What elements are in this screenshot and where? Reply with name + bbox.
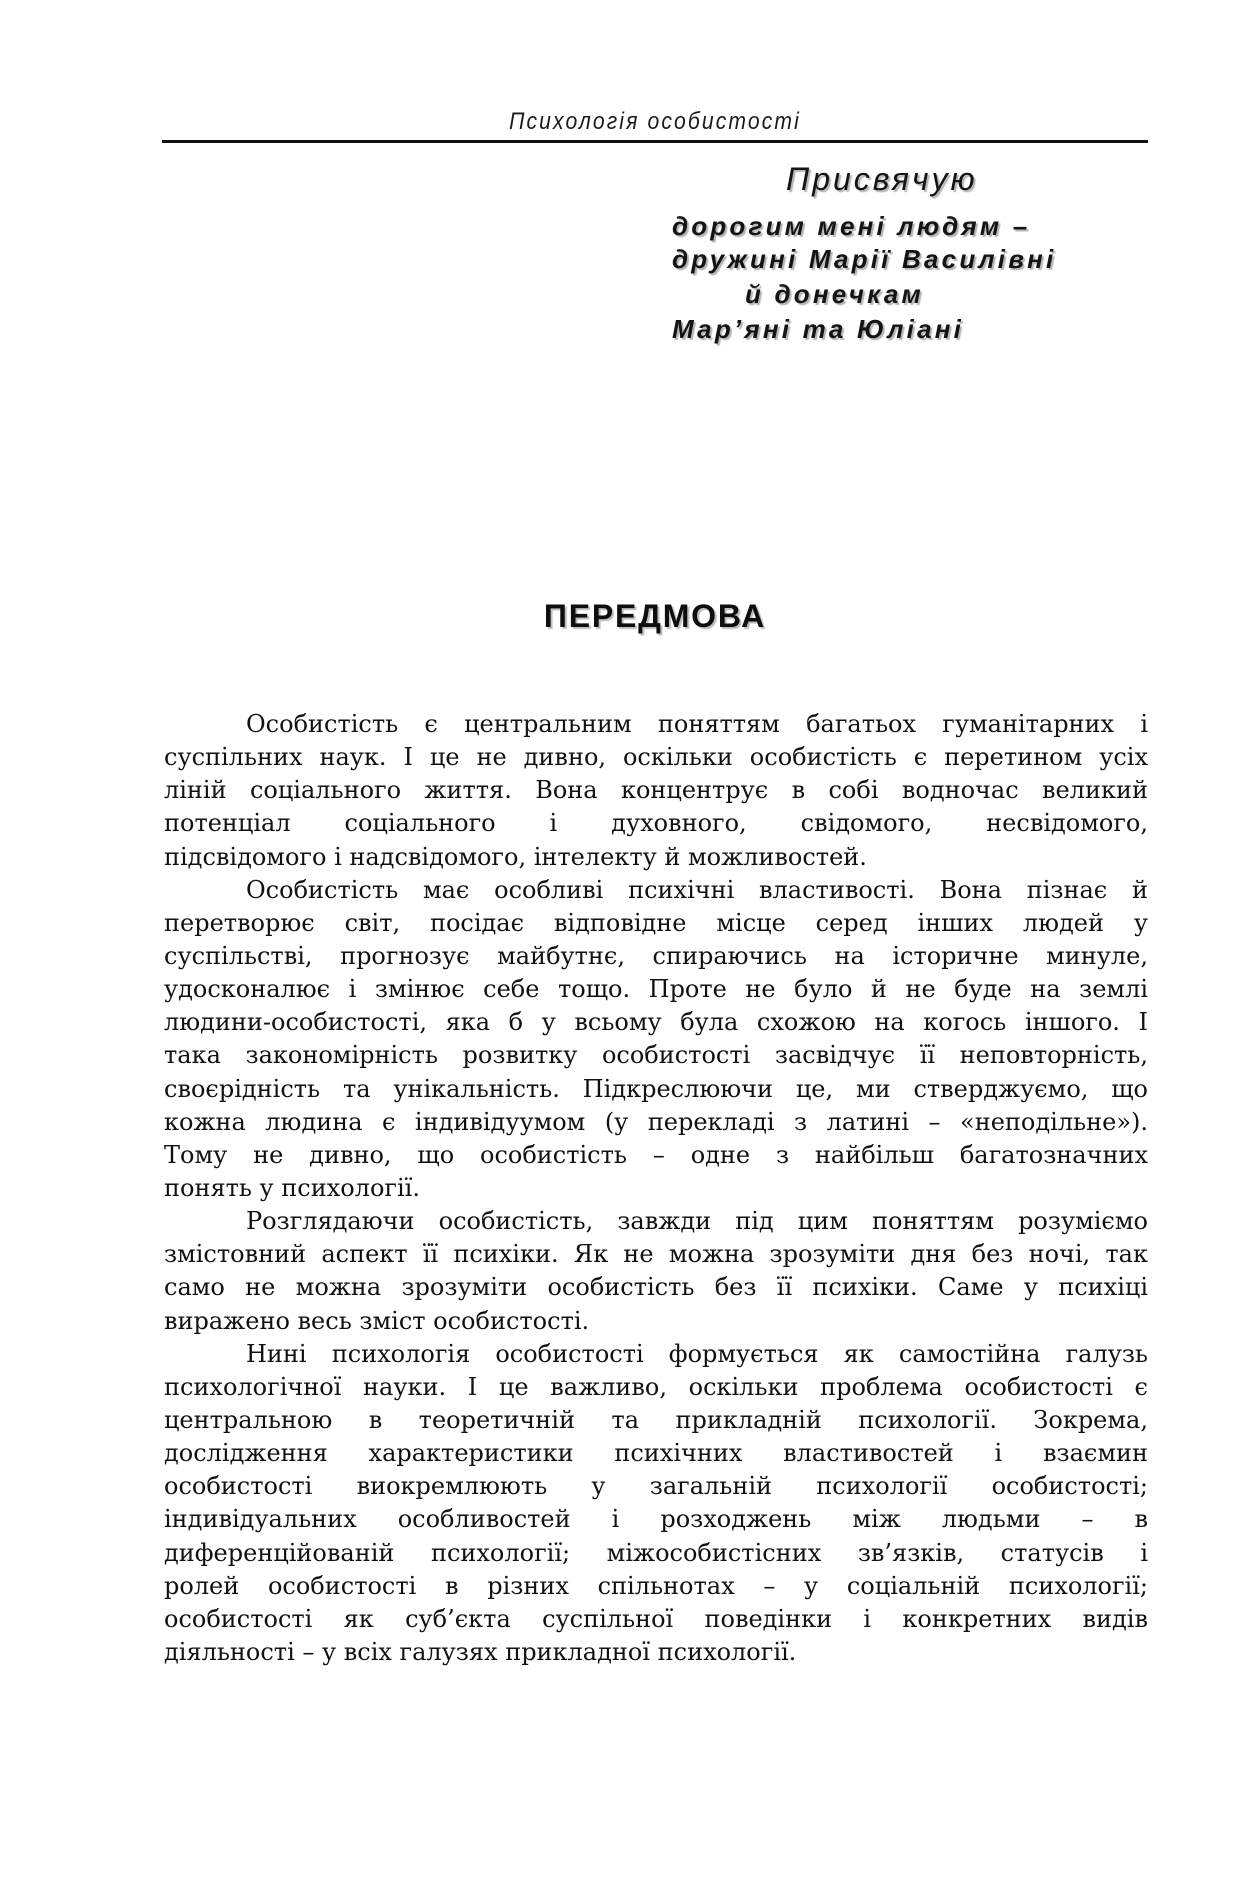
text-line: змістовний аспект її психіки. Як не можна зрозуміти дня без ночі, так [164,1240,1148,1269]
text-line: така закономірність розвитку особистості засвідчує її неповторність, [164,1041,1148,1070]
paragraph [164,708,1148,874]
text-line: Особистість є центральним поняттям багатьох гуманітарних і [246,710,1148,738]
text-line: особистості виокремлюють у загальній психології особистості; [164,1472,1148,1501]
text-line: понять у психології. [164,1173,420,1202]
text-line: суспільних наук. І це не дивно, оскільки особистість є перетином усіх [164,743,1148,772]
text-line: діяльності – у всіх галузях прикладної психології. [164,1637,797,1666]
body-text [164,708,1148,1669]
dedication-line: Мар’яні та Юліані [672,314,965,344]
text-line: Особистість має особливі психічні властивості. Вона пізнає й [246,875,1148,904]
text-line: психологічної науки. І це важливо, оскільки проблема особистості є [164,1372,1148,1401]
text-line: людини-особистості, яка б у всьому була схожою на когось іншого. І [164,1008,1148,1037]
text-line: кожна людина є індивідуумом (у перекладі з латині – «неподільне»). [164,1107,1148,1136]
text-line: потенціал соціального і духовного, свідомого, несвідомого, [164,809,1148,838]
text-line: своєрідність та унікальність. Підкреслюючи це, ми стверджуємо, що [164,1074,1148,1103]
dedication-line: дружині Марії Василівні [672,244,1057,274]
text-line: особистості як суб’єкта суспільної поведінки і конкретних видів [164,1604,1148,1633]
dedication-line: Присвячую [786,161,978,197]
text-line: ролей особистості в різних спільнотах – у соціальній психології; [164,1571,1148,1600]
text-line: Нині психологія особистості формується як самостійна галузь [246,1339,1148,1368]
text-line: само не можна зрозуміти особистість без її психіки. Саме у психіці [164,1273,1148,1302]
paragraph [164,874,1148,1205]
dedication-line: дорогим мені людям – [672,211,1031,241]
text-line: підсвідомого і надсвідомого, інтелекту й можливостей. [164,842,867,871]
text-line: Розглядаючи особистість, завжди під цим поняттям розуміємо [246,1207,1148,1236]
paragraph [164,1338,1148,1669]
text-line: Тому не дивно, що особистість – одне з найбільш багатозначних [164,1140,1148,1169]
text-line: перетворює світ, посідає відповідне місце серед інших людей у [164,908,1148,937]
text-line: суспільстві, прогнозує майбутнє, спираючись на історичне минуле, [164,941,1148,970]
text-line: виражено весь зміст особистості. [164,1306,590,1335]
header-rule-divider [162,140,1148,143]
text-line: індивідуальних особливостей і розходжень між людьми – в [164,1505,1148,1534]
text-line: ліній соціального життя. Вона концентрує в собі водночас великий [164,776,1148,805]
text-line: удосконалює і змінює себе тощо. Проте не було й не буде на землі [164,975,1148,1004]
text-line: центральною в теоретичній та прикладній психології. Зокрема, [164,1405,1148,1434]
section-title: ПЕРЕДМОВА [543,598,767,634]
dedication-line: й донечкам [745,279,924,309]
paragraph [164,1205,1148,1338]
text-line: диференційованій психології; міжособистісних зв’язків, статусів і [164,1538,1148,1567]
text-line: дослідження характеристики психічних властивостей і взаємин [164,1439,1148,1468]
running-header: Психологія особистості [509,108,801,135]
